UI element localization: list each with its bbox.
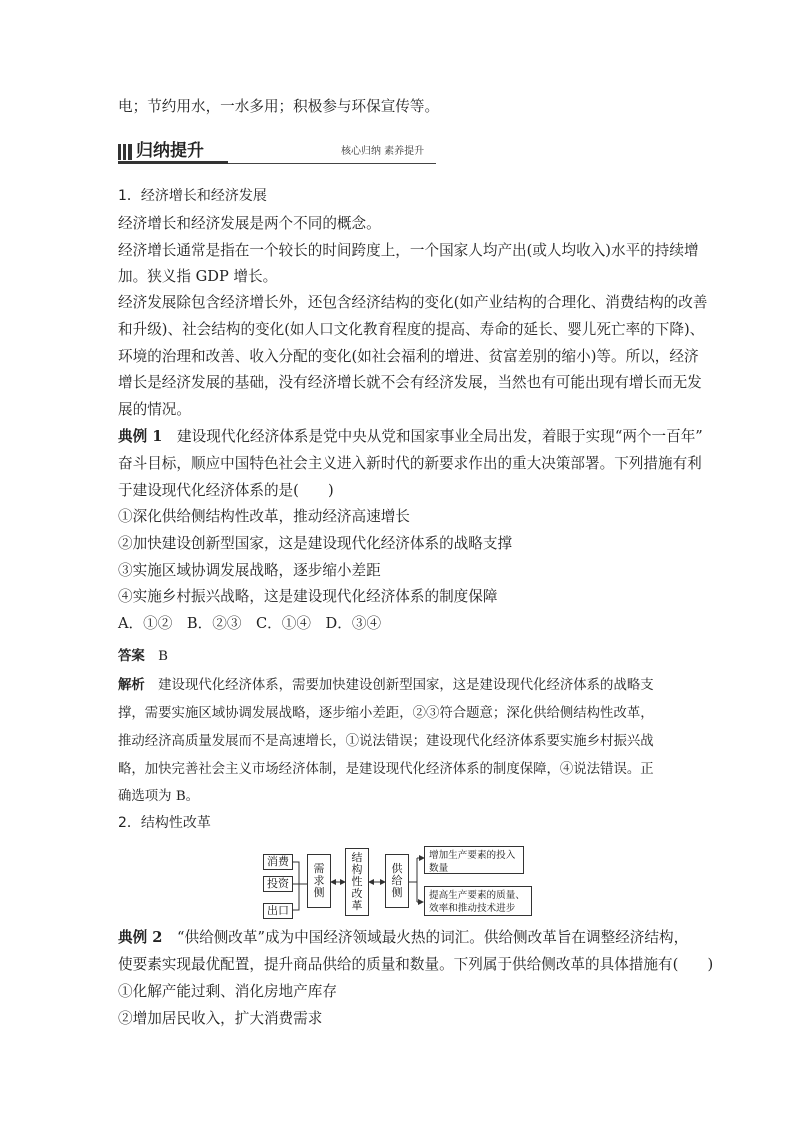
section-rule-accent [118,161,228,164]
supply-side-label: 供给侧 [391,862,403,899]
analysis-line: 撑，需要实施区域协调发展战略，逐步缩小差距，②③符合题意；深化供给侧结构性改革， [118,706,654,721]
section-header [118,140,436,164]
structural-reform-label: 结构性改革 [351,851,363,912]
supply-side-box [385,854,409,908]
answer-line [118,643,678,670]
paragraph-line: 加。狭义指 GDP 增长。 [118,268,278,285]
demand-item-investment: 投资 [263,876,293,892]
choices-line: A．①② B．②③ C．①④ D．③④ [118,615,382,632]
example1-stem: 建设现代化经济体系是党中央从党和国家事业全局出发，着眼于实现“两个一百年” [177,428,703,445]
demand-side-box [307,854,331,908]
supply-outcome-quality: 提高生产要素的质量、效率和推动技术进步 [424,886,532,916]
option-line: ③实施区域协调发展战略，逐步缩小差距 [118,562,381,579]
option-line: ①化解产能过剩、消化房地产库存 [118,983,337,1000]
supply-outcome-quantity: 增加生产要素的投入数量 [424,846,524,874]
paragraph-line: 经济增长和经济发展是两个不同的概念。 [118,215,381,232]
demand-item-consumption: 消费 [263,854,293,870]
paragraph-line: 和升级)、社会结构的变化(如人口文化教育程度的提高、寿命的延长、婴儿死亡率的下降)、 [118,321,705,338]
paragraph-line: 经济增长通常是指在一个较长的时间跨度上，一个国家人均产出(或人均收入)水平的持续增 [118,242,699,259]
section-subtitle: 核心归纳 素养提升 [341,146,425,157]
option-line: ②增加居民收入，扩大消费需求 [118,1010,323,1027]
analysis-line [118,672,678,699]
analysis-line: 确选项为 B。 [118,789,200,804]
paragraph-line: 环境的治理和改善、收入分配的变化(如社会福利的增进、贫富差别的缩小)等。所以，经济 [118,348,699,365]
analysis-line: 略，加快完善社会主义市场经济体制，是建设现代化经济体系的制度保障，④说法错误。正 [118,762,654,777]
example2-question-line [118,924,689,951]
example2-stem: “供给侧改革”成为中国经济领域最火热的词汇。供给侧改革旨在调整经济结构， [177,929,689,946]
paragraph-line: 奋斗目标，顺应中国特色社会主义进入新时代的新要求作出的重大决策部署。下列措施有利 [118,455,702,472]
option-line: ④实施乡村振兴战略，这是建设现代化经济体系的制度保障 [118,588,498,605]
analysis-label: 解析 [118,677,145,693]
demand-item-export: 出口 [263,903,293,919]
structural-reform-diagram [261,846,533,918]
demand-side-label: 需求侧 [313,862,325,899]
example2-label: 典例 2 [118,929,163,946]
option-line: ①深化供给侧结构性改革，推动经济高速增长 [118,508,410,525]
option-line: ②加快建设创新型国家，这是建设现代化经济体系的战略支撑 [118,535,513,552]
answer-label: 答案 [118,648,145,664]
section-header-bars-icon [118,144,132,160]
section-title: 归纳提升 [136,141,204,161]
example1-question-line [118,423,703,450]
paragraph-line: 展的情况。 [118,401,191,418]
point2-heading: 2．结构性改革 [118,815,211,831]
paragraph-line: 经济发展除包含经济增长外，还包含经济结构的变化(如产业结构的合理化、消费结构的改善 [118,294,708,311]
example1-label: 典例 1 [118,428,163,445]
answer-value: B [158,649,169,664]
intro-line: 电；节约用水，一水多用；积极参与环保宣传等。 [118,98,440,115]
paragraph-line: 于建设现代化经济体系的是( ) [118,482,334,499]
analysis-line: 推动经济高质量发展而不是高速增长，①说法错误；建设现代化经济体系要实施乡村振兴战 [118,734,654,749]
structural-reform-box [345,848,369,916]
paragraph-line: 增长是经济发展的基础，没有经济增长就不会有经济发展，当然也有可能出现有增长而无发 [118,374,702,391]
point1-heading: 1．经济增长和经济发展 [118,188,267,204]
analysis-text: 建设现代化经济体系，需要加快建设创新型国家，这是建设现代化经济体系的战略支 [158,678,654,693]
paragraph-line: 使要素实现最优配置，提升商品供给的质量和数量。下列属于供给侧改革的具体措施有( ) [118,956,714,973]
